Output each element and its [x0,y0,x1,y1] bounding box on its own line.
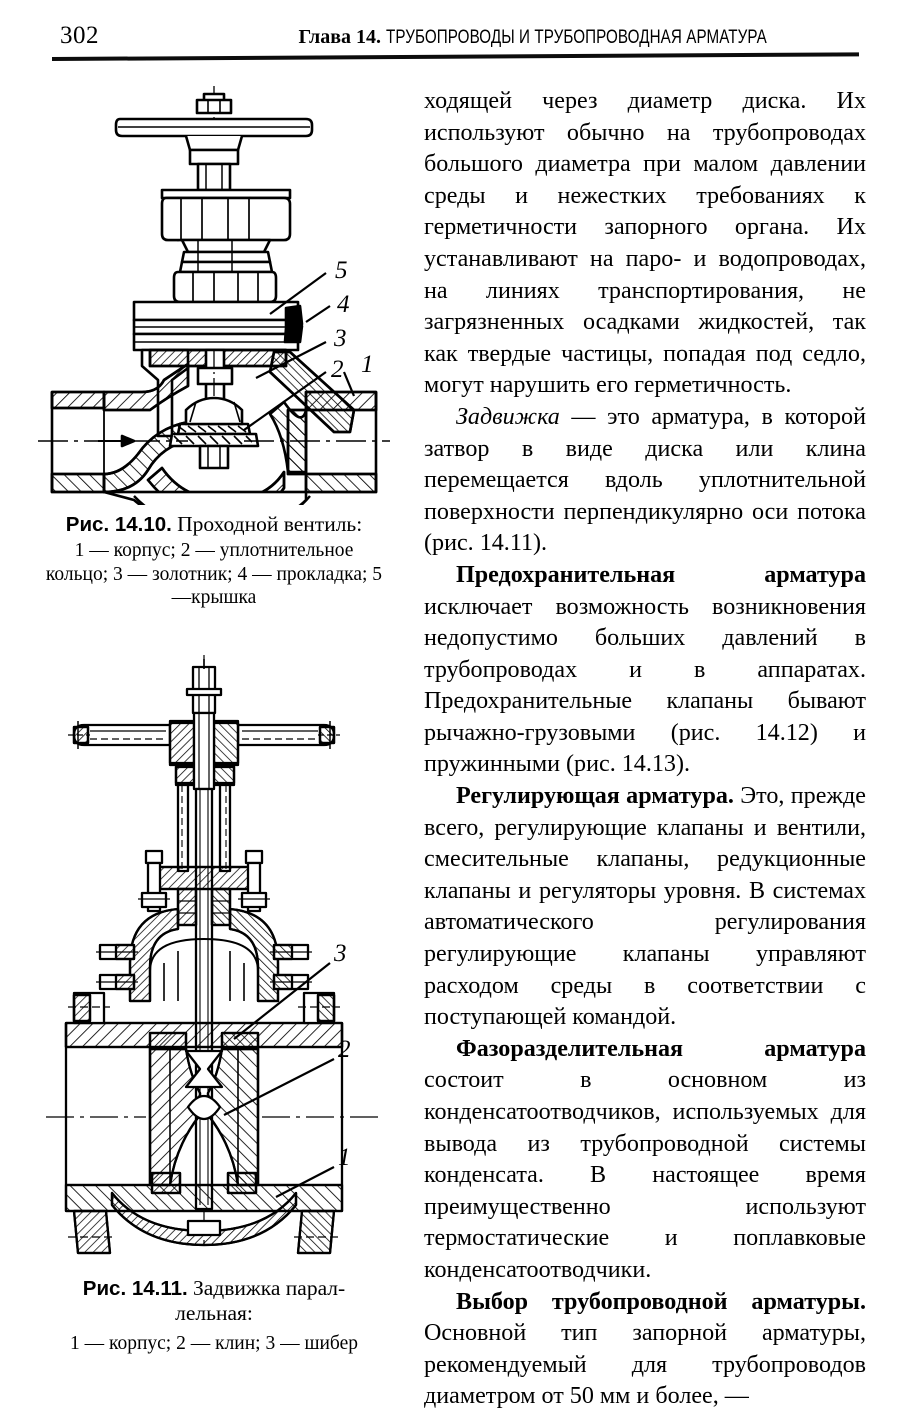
figure-14-11-legend [42,1332,386,1356]
figure-14-10 [38,80,390,505]
figure-14-10-legend-text: 1 — корпус; 2 — уплотнительное кольцо; 3 — золотник; 4 — прокладка; 5 —крышка [45,540,383,608]
callout-3: 3 [334,325,347,352]
chapter-title [299,26,862,49]
paragraph-1-text: ходящей через диаметр диска. Их используют обычно на трубопроводах большого диаметра при малом давлении среды и нежестких требованиях к герметичности запорного органа. Их устанавливают на паро- и водопроводах, на линиях транспортирования, не загрязненных осадками жидкостей, так как твердые частицы, попадая под седло, могут нарушить его герметичность. [424,88,866,399]
figure-14-11-title: Задвижка парал- [192,1276,346,1300]
figure-14-11 [38,645,390,1275]
callout-1: 1 [361,351,374,378]
figure-14-10-caption [42,512,386,537]
figure-14-10-caption-block [42,512,386,610]
paragraph-4-lead: Регулирующая арматура. [456,783,734,810]
figure-14-10-legend [42,539,386,610]
paragraph-3-lead: Предохранительная арматура [456,561,866,588]
page-number: 302 [60,22,99,49]
figure-14-11-title-2: лельная: [175,1301,253,1325]
figure-14-11-caption-line2 [42,1301,386,1326]
figure-14-10-title: Проходной вентиль: [177,512,363,536]
paragraph-3-text: исключает возможность возникновения недопустимо больших давлений в трубопроводах и в аппаратах. Предохранительные клапаны бывают рычажно-грузовыми (рис. 14.12) и пружинными (рис. 14.13). [424,593,866,778]
paragraph-2-lead: Задвижка [456,403,560,430]
header-rule-divider [52,52,859,61]
paragraph-3 [424,560,866,781]
paragraph-1 [424,86,866,402]
paragraph-5 [424,1034,866,1287]
chapter-name: ТРУБОПРОВОДЫ И ТРУБОПРОВОДНАЯ АРМАТУРА [386,27,767,48]
paragraph-6-lead: Выбор трубопроводной арматуры. [456,1288,866,1315]
right-column [424,86,866,1413]
chapter-label: Глава 14. [298,26,382,48]
callout-4: 4 [337,291,350,318]
figure-14-11-number: Рис. 14.11. [82,1277,188,1300]
paragraph-2-text: — это арматура, в которой затвор в виде диска или клина перемещается вдоль уплотнительной поверхности перпендикулярно оси потока (рис. 14.11). [424,403,866,557]
figure-14-11-legend-text: 1 — корпус; 2 — клин; 3 — шибер [69,1333,358,1354]
figure-14-11-caption [42,1276,386,1301]
figure-14-10-number: Рис. 14.10. [65,513,172,536]
callout-2: 2 [331,356,344,383]
callout-5: 5 [335,257,348,284]
paragraph-4 [424,781,866,1034]
paragraph-6-text: Основной тип запорной арматуры, рекомендуемый для трубопроводов диаметром от 50 мм и более, — [424,1320,866,1410]
callout-1: 1 [338,1144,351,1171]
paragraph-5-lead: Фазоразделительная арматура [456,1035,866,1062]
paragraph-2 [424,402,866,560]
figure-14-11-caption-block [42,1276,386,1356]
paragraph-5-text: состоит в основном из конденсатоотводчиков, используемых для вывода из трубопроводной системы конденсата. В настоящее время преимущественно используют термостатические и поплавковые конденсатоотводчики. [424,1067,866,1283]
running-head [0,0,910,68]
callout-3: 3 [334,940,347,967]
callout-2: 2 [338,1036,351,1063]
left-column [38,80,390,1410]
paragraph-4-text: Это, прежде всего, регулирующие клапаны и вентили, смесительные клапаны, редукционные клапаны и регуляторы уровня. В системах автоматического регулирования регулирующие клапаны управляют расходом среды в соответствии с поступающей командой. [424,783,867,1031]
paragraph-6 [424,1287,866,1413]
